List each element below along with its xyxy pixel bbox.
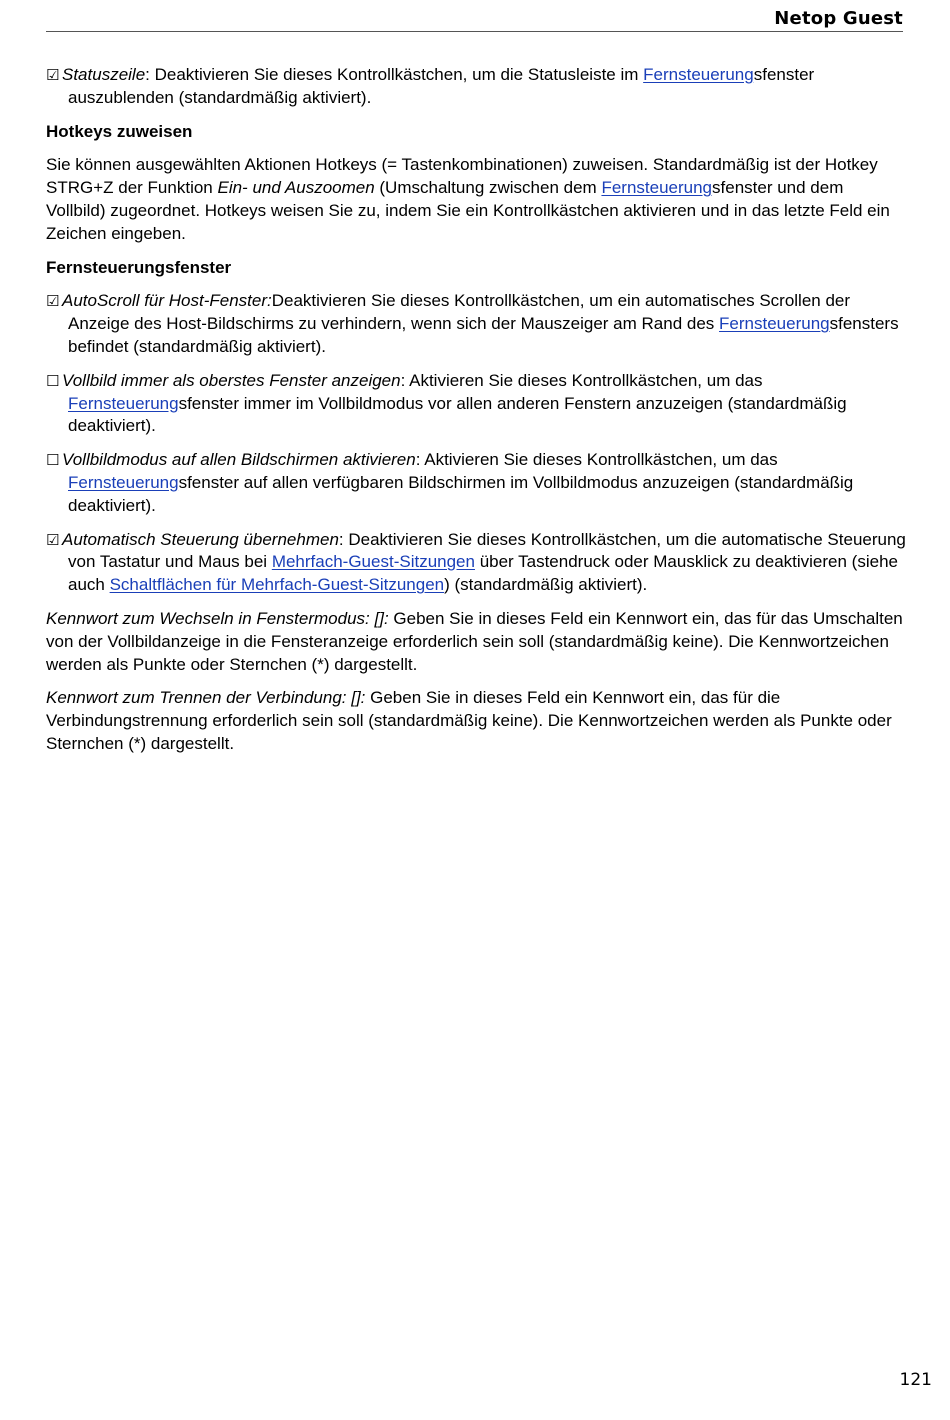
option-autoscroll: [46, 290, 906, 358]
checkbox-unchecked-icon: ☐: [46, 371, 60, 390]
heading-fernsteuerungsfenster: Fernsteuerungsfenster: [46, 257, 232, 277]
option-text: : Deaktivieren Sie dieses Kontrollkästchen, um die Statusleiste im: [145, 65, 644, 84]
checkbox-checked-icon: ☑: [46, 292, 60, 311]
link-schaltflaechen-mehrfach-guest[interactable]: Schaltflächen für Mehrfach-Guest-Sitzungen: [109, 575, 445, 595]
link-fernsteuerung[interactable]: Fernsteuerung: [719, 314, 830, 334]
checkbox-checked-icon: ☑: [46, 530, 60, 549]
option-text: : Aktivieren Sie dieses Kontrollkästchen, um das: [400, 370, 763, 390]
option-statuszeile: [46, 64, 906, 110]
option-label: Vollbildmodus auf allen Bildschirmen aktivieren: [62, 450, 416, 470]
option-label: Automatisch Steuerung übernehmen: [62, 529, 339, 549]
link-fernsteuerung[interactable]: Fernsteuerung: [601, 178, 713, 198]
option-text: über Tastendruck oder Mausklick zu deaktivieren (siehe auch: [68, 552, 898, 595]
header-title: Netop Guest: [774, 8, 903, 29]
paragraph-text: Geben Sie in dieses Feld ein Kennwort ein, das für die Verbindungstrennung erforderlich sein soll (standardmäßig keine). Die Kennwortzeichen werden als Punkte oder Sternchen (*) dargestellt.: [46, 688, 892, 753]
paragraph-text: sfenster und dem Vollbild) zugeordnet. Hotkeys weisen Sie zu, indem Sie ein Kontrollkästchen aktivieren und in das letzte Feld ein Zeichen eingeben.: [46, 178, 890, 243]
option-text: sfenster immer im Vollbildmodus vor allen anderen Fenstern anzuzeigen (standardmäßig deaktiviert).: [68, 393, 847, 436]
paragraph-text: Sie können ausgewählten Aktionen Hotkeys (= Tastenkombinationen) zuweisen. Standardmäßig ist der Hotkey STRG+Z der Funktion: [46, 155, 878, 198]
link-mehrfach-guest-sitzungen[interactable]: Mehrfach-Guest-Sitzungen: [271, 552, 475, 572]
paragraph-text: Geben Sie in dieses Feld ein Kennwort ein, das für das Umschalten von der Vollbildanzeige in die Fensteranzeige erforderlich sein soll (standardmäßig keine). Die Kennwortzeichen werden als Punkte oder Sternchen (*) dargestellt.: [46, 608, 903, 674]
option-label: AutoScroll für Host-Fenster:: [62, 291, 272, 311]
document-body: [46, 64, 906, 767]
option-text: sfenster auszublenden (standardmäßig aktiviert).: [68, 65, 815, 107]
option-label: Vollbild immer als oberstes Fenster anzeigen: [62, 370, 401, 390]
paragraph-kennwort-trennen: [46, 687, 906, 755]
field-label: Kennwort zum Trennen der Verbindung: []:: [46, 688, 366, 708]
page-header: [46, 8, 903, 32]
option-text: sfenster auf allen verfügbaren Bildschirmen im Vollbildmodus anzuzeigen (standardmäßig deaktiviert).: [68, 472, 854, 515]
paragraph-hotkeys: [46, 154, 906, 245]
heading-hotkeys: Hotkeys zuweisen: [46, 121, 193, 141]
paragraph-kennwort-wechseln: [46, 608, 906, 676]
option-label: Statuszeile: [62, 65, 146, 84]
function-name: Ein- und Auszoomen: [217, 178, 375, 198]
paragraph-text: (Umschaltung zwischen dem: [374, 178, 602, 198]
option-text: ) (standardmäßig aktiviert).: [444, 575, 648, 595]
link-fernsteuerung[interactable]: Fernsteuerung: [643, 65, 754, 84]
link-fernsteuerung[interactable]: Fernsteuerung: [68, 472, 179, 492]
checkbox-unchecked-icon: ☐: [46, 451, 60, 470]
option-vollbild-alle-bildschirme: [46, 449, 906, 517]
option-automatisch-steuerung: [46, 529, 906, 597]
checkbox-checked-icon: ☑: [46, 66, 60, 84]
option-vollbild-oberstes-fenster: [46, 370, 906, 438]
field-label: Kennwort zum Wechseln in Fenstermodus: []:: [46, 608, 389, 628]
option-text: Deaktivieren Sie dieses Kontrollkästchen, um ein automatisches Scrollen der Anzeige des Host-Bildschirms zu verhindern, wenn sich der Mauszeiger am Rand des: [68, 291, 851, 334]
option-text: : Deaktivieren Sie dieses Kontrollkästchen, um die automatische Steuerung von Tastatur und Maus bei: [68, 529, 906, 572]
page-number: 121: [899, 1370, 932, 1390]
link-fernsteuerung[interactable]: Fernsteuerung: [68, 393, 179, 413]
option-text: sfensters befindet (standardmäßig aktiviert).: [68, 314, 899, 356]
option-text: : Aktivieren Sie dieses Kontrollkästchen, um das: [415, 450, 778, 470]
